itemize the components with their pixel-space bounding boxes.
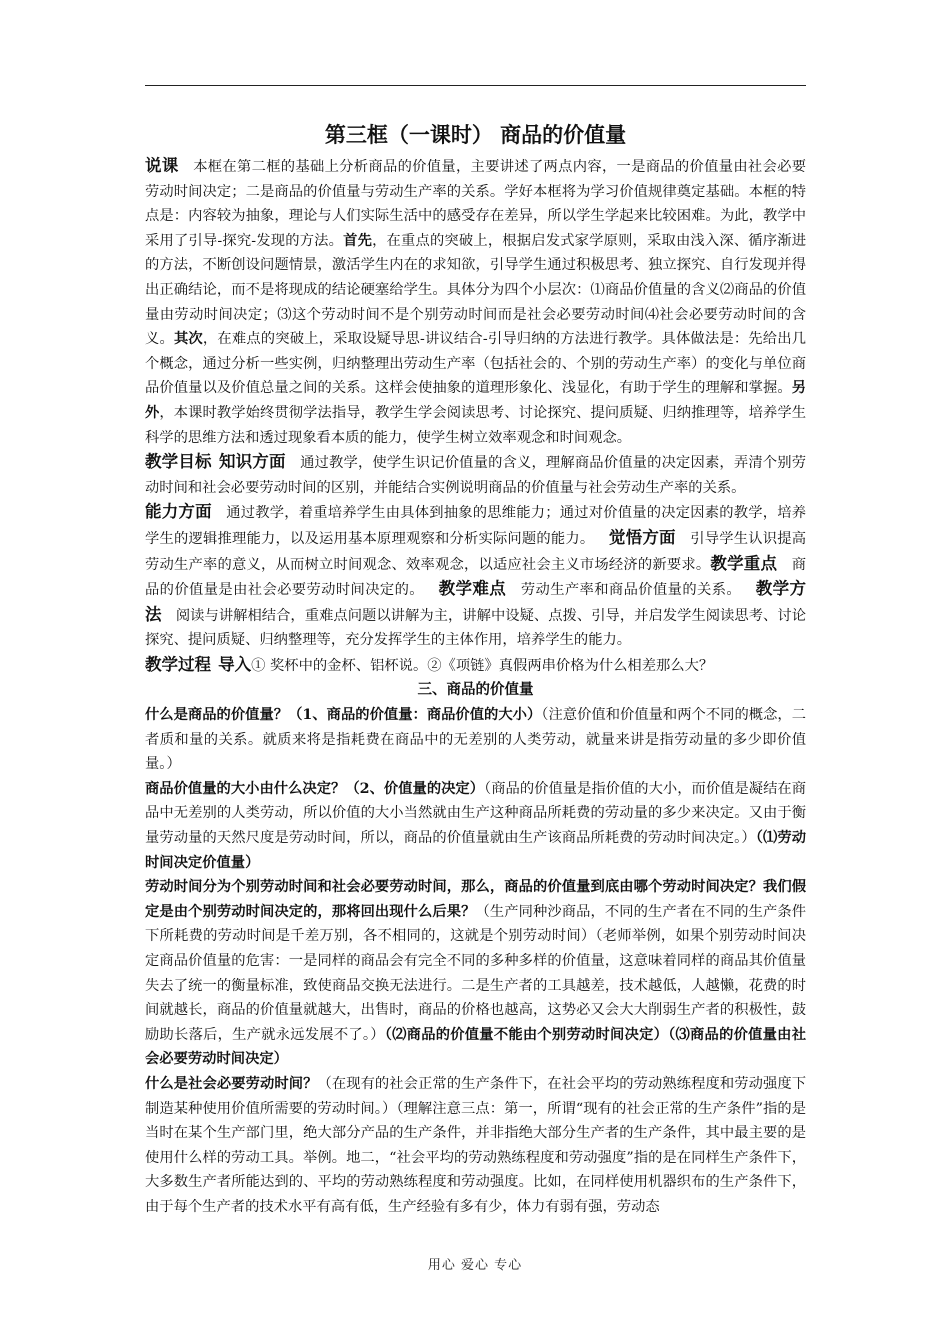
lead-in-text: ① 奖杯中的金杯、铝杯说。②《项链》真假两串价格为什么相差那么大？ (251, 657, 714, 674)
question-1-bold: 什么是商品的价值量？（1、商品的价值量：商品价值的大小） (145, 707, 542, 724)
ability-paragraph (145, 500, 806, 653)
question-3-bold-end: （⑵商品的价值量不能由个别劳动时间决定）（⑶商品的价值量由社会必要劳动时间决定） (145, 1026, 806, 1068)
intro-paragraph (145, 154, 806, 450)
method-heading: 教学方法 (145, 579, 807, 624)
intro-heading: 说课 (145, 156, 179, 175)
difficulty-heading: 教学难点 (438, 579, 507, 599)
key-point-heading: 教学重点 (710, 553, 778, 573)
goals-paragraph (145, 450, 806, 500)
method-text: 阅读与讲解相结合，重难点问题以讲解为主，讲解中设疑、点拨、引导，并启发学生阅读思考、讨论探究、提问质疑、归纳整理等，充分发挥学生的主体作用，培养学生的能力。 (145, 607, 807, 649)
process-paragraph (145, 653, 806, 679)
awareness-text: 引导学生认识提高劳动生产率的意义，从而树立时间观念、效率观念，以适应社会主义市场经济的新要求。 (145, 530, 807, 573)
intro-keyword-1: 首先 (343, 232, 373, 249)
page-footer: 用心 爱心 专心 (427, 1258, 523, 1273)
question-3-bold: 劳动时间分为个别劳动时间和社会必要劳动时间，那么，商品的价值量到底由哪个劳动时间决定？我们假定是由个别劳动时间决定的，那将回出现什么后果？ (145, 879, 806, 920)
question-2-bold: 商品价值量的大小由什么决定？（2、价值量的决定） (145, 780, 485, 797)
document-body (145, 118, 806, 1220)
question-2-bold-end: （⑴劳动时间决定价值量） (145, 830, 806, 871)
key-point-text: 商品的价值量是由社会必要劳动时间决定的。 (145, 556, 807, 599)
intro-text-1: 本框在第二框的基础上分析商品的价值量，主要讲述了两点内容，一是商品的价值量由社会必要劳动时间决定；二是商品的价值量与劳动生产率的关系。学好本框将为学习价值规律奠定基础。本框的特点是：内容较为抽象，理论与人们实际生活中的感受存在差异，所以学生学起来比较困难。为此，教学中采用了引导-探究-发现的方法。 (145, 159, 807, 249)
ability-text: 通过教学，着重培养学生由具体到抽象的思维能力；通过对价值量的决定因素的教学，培养学生的逻辑推理能力，以及运用基本原理观察和分析实际问题的能力。 (145, 505, 807, 547)
ability-heading: 能力方面 (145, 502, 212, 522)
question-1 (145, 703, 806, 777)
lead-in-heading: 导入 (218, 654, 252, 674)
process-heading: 教学过程 (145, 654, 211, 674)
intro-keyword-2: 其次 (173, 331, 203, 348)
knowledge-heading: 知识方面 (218, 452, 286, 472)
intro-text-3: ，在难点的突破上，采取设疑导思-讲议结合-引导归纳的方法进行教学。具体做法是：先给出几个概念，通过分析一些实例，归纳整理出劳动生产率（包括社会的、个别的劳动生产率）的变化与单位商品价值量以及价值总量之间的关系。这样会使抽象的道理形象化、浅显化，有助于学生的理解和掌握。 (145, 331, 807, 397)
intro-text-4: ，本课时教学始终贯彻学法指导，教学生学会阅读思考、讨论探究、提问质疑、归纳推理等，培养学生科学的思维方法和透过现象看本质的能力，使学生树立效率观念和时间观念。 (145, 404, 806, 446)
question-2-text: （商品的价值量是指价值的大小，而价值是凝结在商品中无差别的人类劳动，所以价值的大小当然就由生产这种商品所耗费的劳动量的多少来决定。又由于衡量劳动量的天然尺度是劳动时间，所以，商品的价值量就由生产该商品所耗费的劳动时间决定。） (145, 780, 806, 847)
question-2 (145, 777, 806, 875)
intro-text-2: ，在重点的突破上，根据启发式家学原则，采取由浅入深、循序渐进的方法，不断创设问题情景，激活学生内在的求知欲，引导学生通过积极思考、独立探究、自行发现并得出正确结论，而不是将现成的结论硬塞给学生。具体分为四个小层次：⑴商品价值量的含义⑵商品的价值量由劳动时间决定；⑶这个劳动时间不是个别劳动时间而是社会必要劳动时间⑷社会必要劳动时间的含义。 (145, 232, 807, 348)
page-title: 第三框（一课时） 商品的价值量 (324, 123, 627, 147)
awareness-heading: 觉悟方面 (608, 527, 676, 547)
question-3 (145, 875, 806, 1072)
question-4-bold: 什么是社会必要劳动时间？ (145, 1075, 318, 1092)
intro-keyword-3: 另外 (145, 380, 806, 421)
question-4 (145, 1072, 806, 1220)
knowledge-text: 通过教学，使学生识记价值量的含义，理解商品价值量的决定因素，弄清个别劳动时间和社会必要劳动时间的区别，并能结合实例说明商品的价值量与社会劳动生产率的关系。 (145, 455, 807, 496)
difficulty-text: 劳动生产率和商品价值量的关系。 (520, 582, 742, 599)
question-1-text: （注意价值和价值量和两个不同的概念，二者质和量的关系。就质来将是指耗费在商品中的无差别的人类劳动，就量来讲是指劳动量的多少即价值量。） (145, 707, 806, 773)
header-rule (145, 85, 806, 86)
question-4-text: （在现有的社会正常的生产条件下，在社会平均的劳动熟练程度和劳动强度下制造某种使用价值所需要的劳动时间。）（理解注意三点：第一，所谓“现有的社会正常的生产条件”指的是当时在某个生产部门里，绝大部分产品的生产条件，并非指绝大部分生产者的生产条件，其中最主要的是使用什么样的劳动工具。举例。地二，“社会平均的劳动熟练程度和劳动强度”指的是在同样生产条件下，大多数生产者所能达到的、平均的劳动熟练程度和劳动强度。比如，在同样使用机器织布的生产条件下，由于每个生产者的技术水平有高有低，生产经验有多有少，体力有弱有强，劳动态 (145, 1075, 806, 1215)
section-title: 三、商品的价值量 (417, 682, 534, 699)
goals-heading: 教学目标 (145, 452, 212, 472)
question-3-text: （生产同种沙商品，不同的生产者在不同的生产条件下所耗费的劳动时间是千差万别，各不相同的，这就是个别劳动时间）（老师举例，如果个别劳动时间决定商品价值量的危害：一是同样的商品会有完全不同的多种多样的价值量，这意味着同样的商品其价值量失去了统一的衡量标准，致使商品交换无法进行。二是生产者的工具越差，技术越低，人越懒，花费的时间就越长，商品的价值量就越大，出售时，商品的价格也越高，这势必又会大大削弱生产者的积极性，鼓励助长落后，生产就永远发展不了。） (145, 903, 807, 1043)
